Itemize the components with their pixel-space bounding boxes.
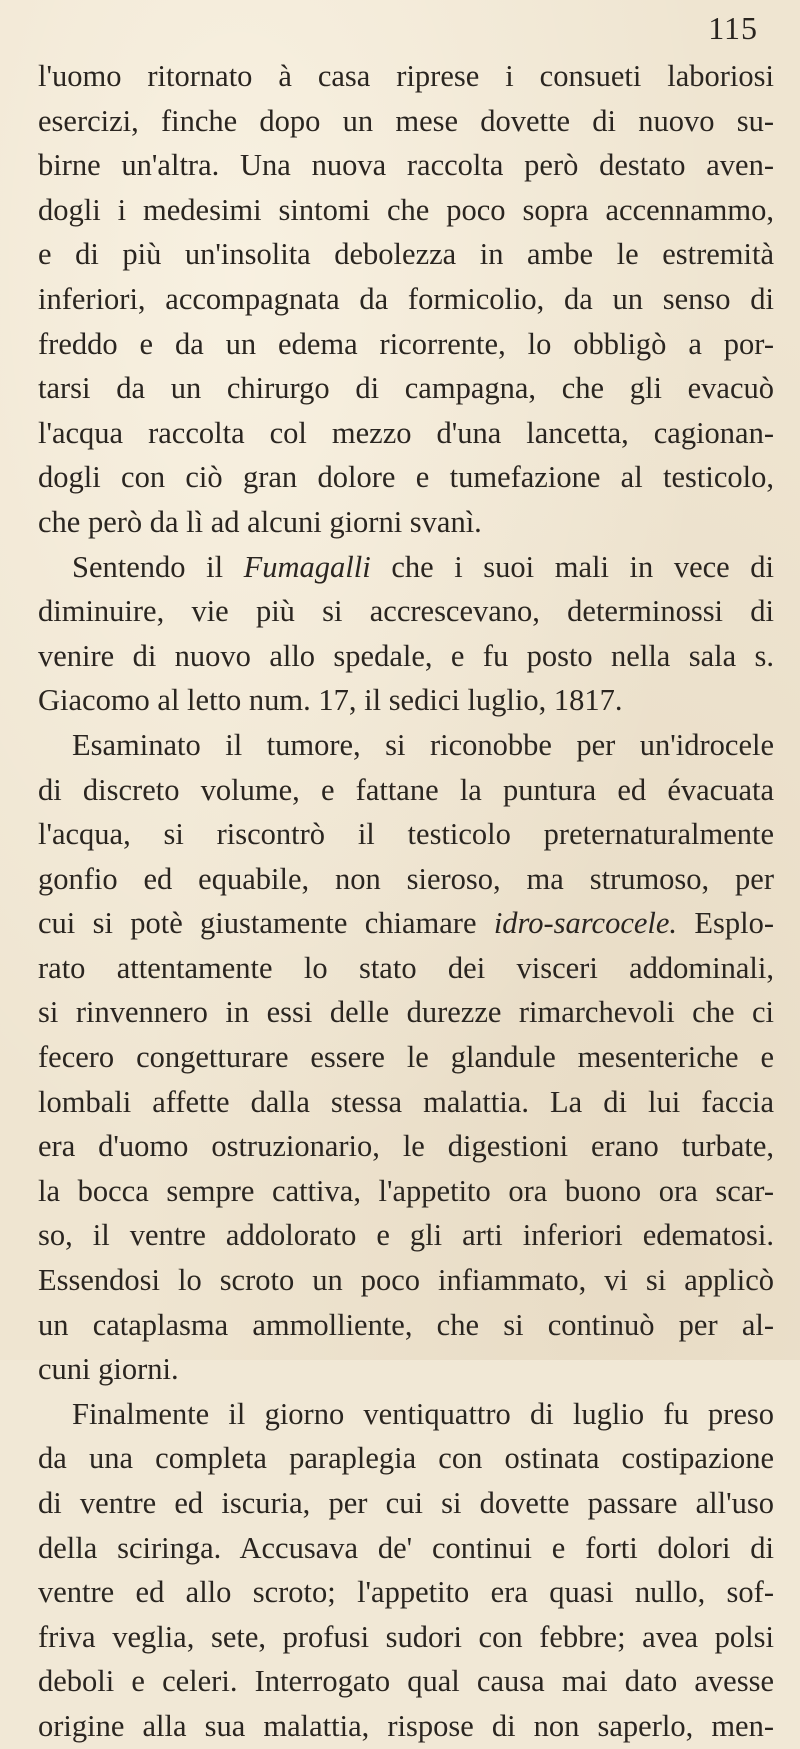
text-line: fecero congetturare essere le glandule mesenteriche e [38, 1040, 774, 1075]
text-line: Essendosi lo scroto un poco infiammato, vi si applicò [38, 1263, 774, 1298]
text-line: l'acqua, si riscontrò il testicolo preternaturalmente [38, 817, 774, 852]
text-line: si rinvennero in essi delle durezze rimarchevoli che ci [38, 995, 774, 1030]
text-line: Esaminato il tumore, si riconobbe per un'idrocele [72, 727, 774, 762]
text-line: cui si potè giustamente chiamare idro-sarcocele. Esplo- [38, 906, 774, 941]
text-line: un cataplasma ammolliente, che si continuò per al- [38, 1307, 774, 1342]
text-line: da una completa paraplegia con ostinata costipazione [38, 1441, 774, 1476]
text-line: esercizi, finche dopo un mese dovette di nuovo su- [38, 103, 774, 138]
text-line: Finalmente il giorno ventiquattro di luglio fu preso [72, 1396, 774, 1431]
italic-text: idro-sarcocele. [493, 906, 678, 941]
text-line: era d'uomo ostruzionario, le digestioni erano turbate, [38, 1129, 774, 1164]
text-line: dogli con ciò gran dolore e tumefazione al testicolo, [38, 460, 774, 495]
text-line: cuni giorni. [38, 1352, 179, 1387]
text-line: della sciringa. Accusava de' continui e forti dolori di [38, 1530, 774, 1565]
text-line: venire di nuovo allo spedale, e fu posto nella sala s. [38, 638, 774, 673]
text-line: dogli i medesimi sintomi che poco sopra accennammo, [38, 192, 774, 227]
text-line: so, il ventre addolorato e gli arti inferiori edematosi. [38, 1218, 774, 1253]
text-line: inferiori, accompagnata da formicolio, da un senso di [38, 281, 774, 316]
text-line: la bocca sempre cattiva, l'appetito ora buono ora scar- [38, 1173, 774, 1208]
text-line: l'uomo ritornato à casa riprese i consueti laboriosi [38, 59, 774, 93]
text-line: tarsi da un chirurgo di campagna, che gli evacuò [38, 371, 774, 406]
text-line: lombali affette dalla stessa malattia. La di lui faccia [38, 1084, 774, 1119]
body-text [38, 54, 774, 1749]
text-line: ventre ed allo scroto; l'appetito era quasi nullo, sof- [38, 1575, 774, 1610]
page-number: 115 [708, 10, 758, 46]
text-line: l'acqua raccolta col mezzo d'una lancetta, cagionan- [38, 415, 774, 450]
text-line: rato attentamente lo stato dei visceri addominali, [38, 950, 774, 985]
text-line: friva veglia, sete, profusi sudori con febbre; avea polsi [38, 1619, 774, 1654]
text-line: freddo e da un edema ricorrente, lo obbligò a por- [38, 326, 774, 361]
text-line: e di più un'insolita debolezza in ambe le estremità [38, 237, 774, 272]
text-line: Giacomo al letto num. 17, il sedici luglio, 1817. [38, 683, 623, 718]
text-line: deboli e celeri. Interrogato qual causa mai dato avesse [38, 1664, 774, 1699]
text-line: che però da lì ad alcuni giorni svanì. [38, 504, 482, 539]
italic-text: Fumagalli [243, 549, 371, 584]
text-line: diminuire, vie più si accrescevano, determinossi di [38, 594, 774, 629]
text-line: origine alla sua malattia, rispose di non saperlo, men- [38, 1708, 774, 1743]
text-line: birne un'altra. Una nuova raccolta però destato aven- [38, 148, 774, 183]
text-line: gonfio ed equabile, non sieroso, ma strumoso, per [38, 861, 774, 896]
text-line: di ventre ed iscuria, per cui si dovette passare all'uso [38, 1486, 774, 1520]
text-line: Sentendo il Fumagalli che i suoi mali in vece di [72, 549, 774, 584]
text-line: di discreto volume, e fattane la puntura ed évacuata [38, 772, 774, 807]
